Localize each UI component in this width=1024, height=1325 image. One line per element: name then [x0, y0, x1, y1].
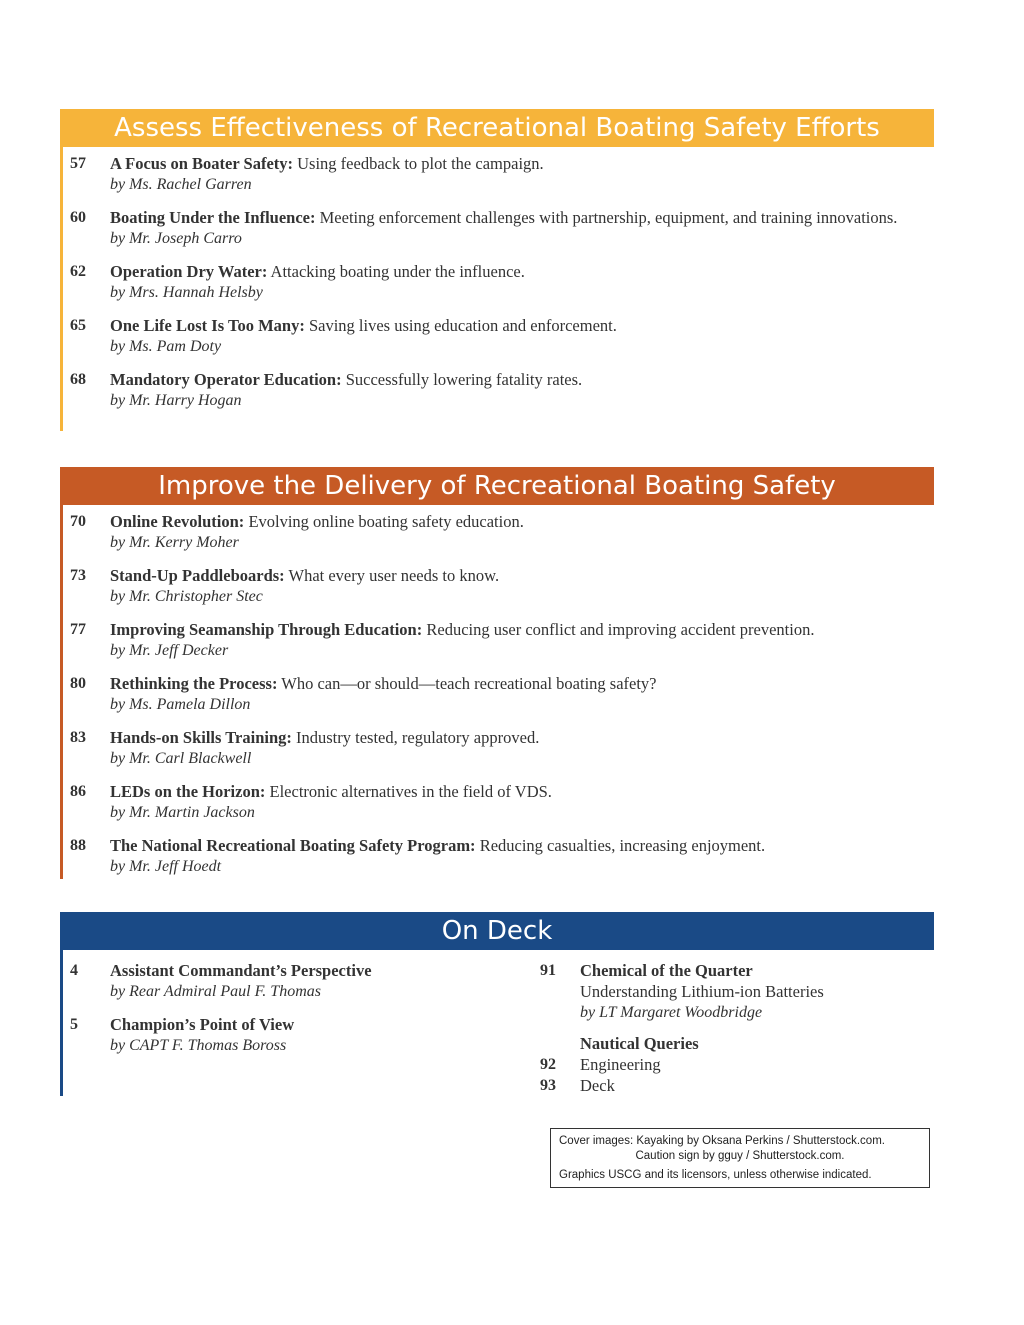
page-number: 88 — [70, 837, 86, 854]
page-number: 60 — [70, 209, 86, 226]
page-number: 77 — [70, 621, 86, 638]
section-heading: On Deck — [60, 912, 934, 950]
article-entry[interactable] — [60, 1014, 500, 1056]
page-number: 80 — [70, 675, 86, 692]
article-description: Reducing user conflict and improving accident prevention. — [422, 620, 815, 639]
article-author: by Mr. Kerry Moher — [110, 534, 239, 551]
article-author: by Ms. Rachel Garren — [110, 176, 252, 193]
page-number: 65 — [70, 317, 86, 334]
article-title: One Life Lost Is Too Many: — [110, 316, 305, 335]
article-description: Attacking boating under the influence. — [267, 262, 525, 281]
page-number: 83 — [70, 729, 86, 746]
section-heading: Improve the Delivery of Recreational Boating Safety — [60, 467, 934, 505]
article-title: Boating Under the Influence: — [110, 208, 316, 227]
article-description: Meeting enforcement challenges with partnership, equipment, and training innovations. — [315, 208, 898, 227]
nautical-queries-title: Nautical Queries — [580, 1034, 699, 1053]
article-author: by Mr. Harry Hogan — [110, 392, 242, 409]
article-entry[interactable] — [60, 511, 934, 553]
section-improve-delivery — [60, 467, 934, 889]
article-author: by Ms. Pamela Dillon — [110, 696, 251, 713]
article-description: What every user needs to know. — [284, 566, 500, 585]
credit-line: Caution sign by gguy / Shutterstock.com. — [635, 1150, 845, 1162]
article-subtitle: Understanding Lithium-ion Batteries — [580, 982, 824, 1001]
article-entry[interactable] — [60, 835, 934, 877]
query-label: Deck — [580, 1076, 615, 1095]
article-description: Successfully lowering fatality rates. — [341, 370, 583, 389]
page-number: 93 — [540, 1077, 556, 1094]
article-title: Improving Seamanship Through Education: — [110, 620, 423, 639]
page-number: 73 — [70, 567, 86, 584]
article-title: The National Recreational Boating Safety Program: — [110, 836, 476, 855]
article-description: Evolving online boating safety education. — [244, 512, 524, 531]
article-list — [60, 147, 934, 411]
article-title: Mandatory Operator Education: — [110, 370, 342, 389]
on-deck-right-column — [530, 960, 930, 1096]
article-entry[interactable] — [60, 673, 934, 715]
article-title: Rethinking the Process: — [110, 674, 278, 693]
query-entry[interactable] — [530, 1075, 930, 1096]
article-author: by LT Margaret Woodbridge — [580, 1004, 763, 1021]
query-entry[interactable] — [530, 1054, 930, 1075]
page-number: 92 — [540, 1056, 556, 1073]
article-entry[interactable] — [60, 727, 934, 769]
article-description: Using feedback to plot the campaign. — [293, 154, 544, 173]
article-entry[interactable] — [60, 781, 934, 823]
article-author: by Mr. Martin Jackson — [110, 804, 255, 821]
article-entry[interactable] — [60, 369, 934, 411]
page-number: 91 — [540, 962, 556, 979]
article-entry[interactable] — [60, 315, 934, 357]
article-author: by Mr. Jeff Decker — [110, 642, 229, 659]
page-number: 4 — [70, 962, 78, 979]
article-entry[interactable] — [60, 960, 500, 1002]
section-on-deck — [60, 912, 934, 1095]
page-number: 86 — [70, 783, 86, 800]
article-author: by Mr. Carl Blackwell — [110, 750, 252, 767]
article-title: A Focus on Boater Safety: — [110, 154, 294, 173]
article-author: by Mr. Joseph Carro — [110, 230, 242, 247]
article-description: Industry tested, regulatory approved. — [291, 728, 540, 747]
page-number: 5 — [70, 1016, 78, 1033]
page-number: 62 — [70, 263, 86, 280]
article-description: Saving lives using education and enforcement. — [304, 316, 617, 335]
article-title: Online Revolution: — [110, 512, 245, 531]
article-list — [60, 505, 934, 877]
article-title: Stand-Up Paddleboards: — [110, 566, 285, 585]
article-description: Who can—or should—teach recreational boating safety? — [277, 674, 657, 693]
article-entry[interactable] — [60, 261, 934, 303]
query-label: Engineering — [580, 1055, 661, 1074]
article-title: Hands-on Skills Training: — [110, 728, 292, 747]
article-author: by Mr. Christopher Stec — [110, 588, 263, 605]
page-number: 57 — [70, 155, 86, 172]
credit-line: Graphics USCG and its licensors, unless otherwise indicated. — [559, 1169, 872, 1181]
article-author: by Ms. Pam Doty — [110, 338, 222, 355]
section-heading: Assess Effectiveness of Recreational Boating Safety Efforts — [60, 109, 934, 147]
article-entry[interactable] — [60, 207, 934, 249]
page-number: 68 — [70, 371, 86, 388]
article-description: Electronic alternatives in the field of VDS. — [265, 782, 552, 801]
article-entry[interactable] — [60, 153, 934, 195]
article-entry[interactable] — [60, 565, 934, 607]
article-title: LEDs on the Horizon: — [110, 782, 266, 801]
credit-line: Cover images: Kayaking by Oksana Perkins / Shutterstock.com. — [559, 1135, 885, 1147]
article-title: Assistant Commandant’s Perspective — [110, 961, 372, 980]
article-entry[interactable] — [530, 960, 930, 1023]
article-entry[interactable] — [60, 619, 934, 661]
page-number: 70 — [70, 513, 86, 530]
article-author: by CAPT F. Thomas Boross — [110, 1037, 287, 1054]
article-description: Reducing casualties, increasing enjoyment. — [475, 836, 766, 855]
article-title: Chemical of the Quarter — [580, 961, 753, 980]
on-deck-left-column — [60, 960, 500, 1068]
cover-credits-box — [550, 1128, 930, 1188]
article-title: Operation Dry Water: — [110, 262, 268, 281]
article-author: by Rear Admiral Paul F. Thomas — [110, 983, 321, 1000]
nautical-queries — [530, 1033, 930, 1054]
article-author: by Mrs. Hannah Helsby — [110, 284, 263, 301]
section-assess-effectiveness — [60, 109, 934, 423]
article-author: by Mr. Jeff Hoedt — [110, 858, 222, 875]
article-title: Champion’s Point of View — [110, 1015, 295, 1034]
